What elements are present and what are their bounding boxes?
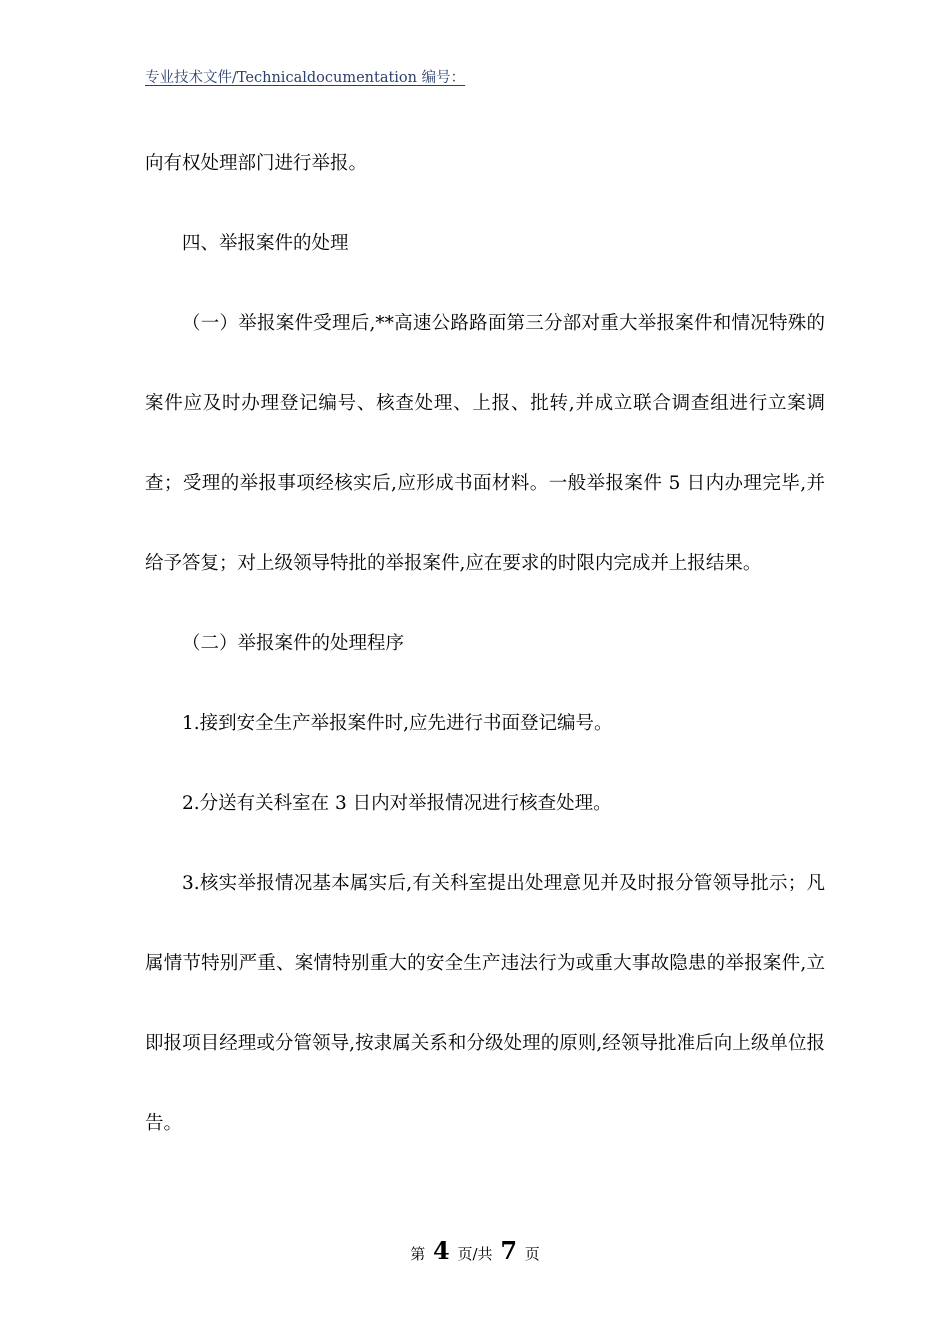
footer-prefix: 第 <box>410 1245 426 1263</box>
page-number-footer <box>0 1236 950 1265</box>
current-page-number: 4 <box>432 1236 450 1265</box>
document-body <box>145 124 825 1164</box>
procedure-step-1: 1.接到安全生产举报案件时,应先进行书面登记编号。 <box>182 713 613 734</box>
procedure-step-3: 3.核实举报情况基本属实后,有关科室提出处理意见并及时报分管领导批示；凡属情节特别严重、案情特别重大的安全生产违法行为或重大事故隐患的举报案件,立即报项目经理或分管领导,按隶属关系和分级处理的原则,经领导批准后向上级单位报告。 <box>145 873 825 1134</box>
footer-suffix: 页 <box>524 1245 540 1263</box>
paragraph-acceptance: （一）举报案件受理后,**高速公路路面第三分部对重大举报案件和情况特殊的案件应及时办理登记编号、核查处理、上报、批转,并成立联合调查组进行立案调查；受理的举报事项经核实后,应形成书面材料。一般举报案件 5 日内办理完毕,并给予答复；对上级领导特批的举报案件,应在要求的时限内完成并上报结果。 <box>145 313 825 574</box>
subsection-heading-procedure: （二）举报案件的处理程序 <box>182 633 405 654</box>
footer-middle: 页/共 <box>457 1245 493 1263</box>
section-heading-4: 四、举报案件的处理 <box>182 233 349 254</box>
paragraph-continuation: 向有权处理部门进行举报。 <box>145 153 368 174</box>
document-header: 专业技术文件/Technicaldocumentation 编号： <box>145 70 466 86</box>
procedure-step-2: 2.分送有关科室在 3 日内对举报情况进行核查处理。 <box>182 793 612 814</box>
total-page-number: 7 <box>500 1236 518 1265</box>
